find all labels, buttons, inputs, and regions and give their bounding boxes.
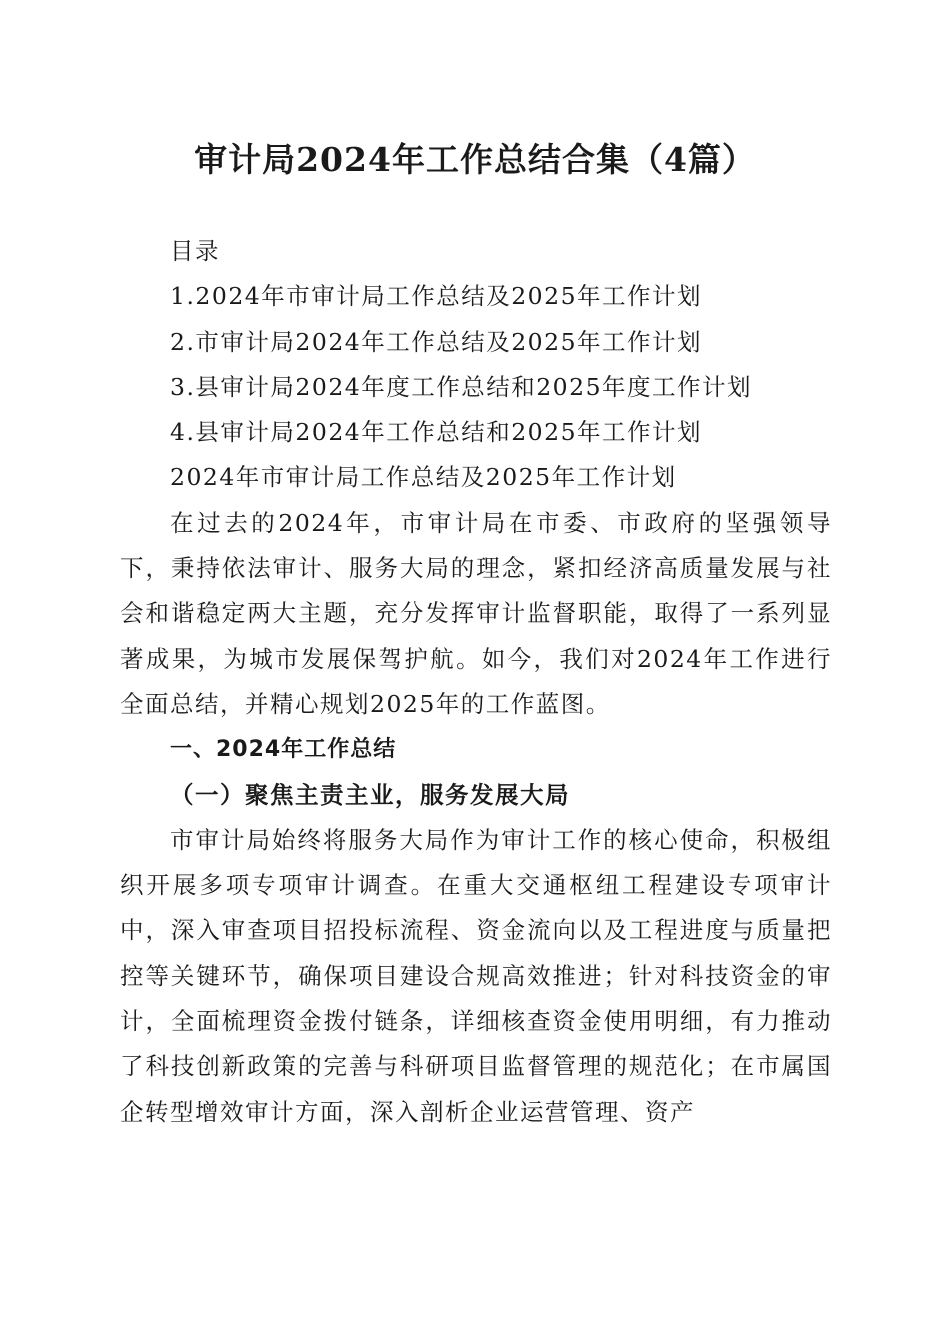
subsection-paragraph: 市审计局始终将服务大局作为审计工作的核心使命，积极组织开展多项专项审计调查。在重大交通枢纽工程建设专项审计中，深入审查项目招投标流程、资金流向以及工程进度与质量把控等关键环节，确保项目建设合规高效推进；针对科技资金的审计，全面梳理资金拨付链条，详细核查资金使用明细，有力推动了科技创新政策的完善与科研项目监督管理的规范化；在市属国企转型增效审计方面，深入剖析企业运营管理、资产 <box>120 825 832 1126</box>
toc-item: 3.县审计局2024年度工作总结和2025年度工作计划 <box>170 372 753 401</box>
section-heading: 一、2024年工作总结 <box>170 737 397 763</box>
document-body <box>120 229 832 1135</box>
subsection-heading: （一）聚焦主责主业，服务发展大局 <box>170 780 570 809</box>
document-title: 审计局2024年工作总结合集（4篇） <box>194 140 756 179</box>
toc-label: 目录 <box>170 237 220 265</box>
toc-item: 1.2024年市审计局工作总结及2025年工作计划 <box>170 282 703 311</box>
intro-paragraph: 在过去的2024年，市审计局在市委、市政府的坚强领导下，秉持依法审计、服务大局的理念，紧扣经济高质量发展与社会和谐稳定两大主题，充分发挥审计监督职能，取得了一系列显著成果，为城市发展保驾护航。如今，我们对2024年工作进行全面总结，并精心规划2025年的工作蓝图。 <box>120 508 832 718</box>
toc-item: 2.市审计局2024年工作总结及2025年工作计划 <box>170 327 703 356</box>
article-title: 2024年市审计局工作总结及2025年工作计划 <box>170 463 677 492</box>
toc-item: 4.县审计局2024年工作总结和2025年工作计划 <box>170 418 703 447</box>
